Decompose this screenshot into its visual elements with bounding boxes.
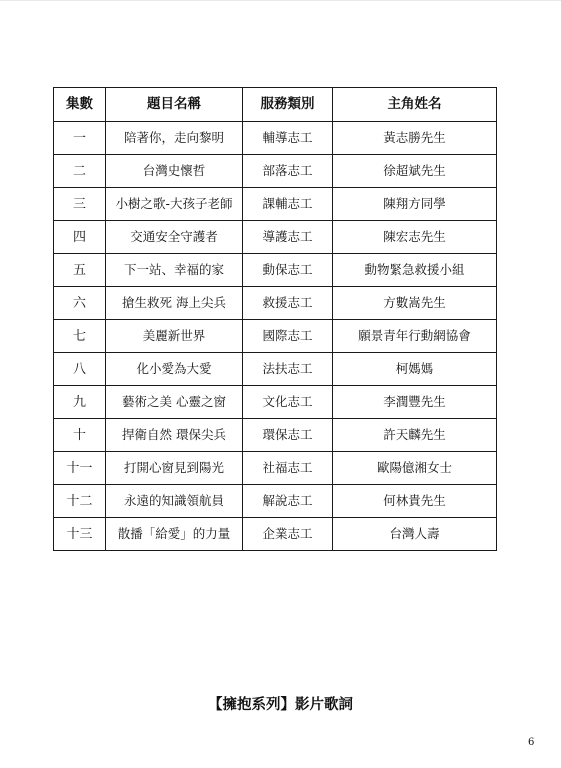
episode-cell: 十 [54, 419, 106, 452]
section-title: 【擁抱系列】影片歌詞 [208, 697, 353, 713]
category-cell: 企業志工 [243, 518, 333, 551]
table-row [54, 485, 497, 518]
episode-cell: 六 [54, 287, 106, 320]
title-cell: 藝術之美 心靈之窗 [106, 386, 243, 419]
header-protagonist: 主角姓名 [333, 88, 497, 122]
title-cell: 台灣史懷哲 [106, 155, 243, 188]
episode-cell: 四 [54, 221, 106, 254]
category-cell: 國際志工 [243, 320, 333, 353]
header-episode: 集數 [54, 88, 106, 122]
protagonist-cell: 黃志勝先生 [333, 122, 497, 155]
table-row [54, 353, 497, 386]
header-category: 服務類別 [243, 88, 333, 122]
category-cell: 輔導志工 [243, 122, 333, 155]
table-row [54, 386, 497, 419]
episode-table [53, 87, 497, 551]
protagonist-cell: 動物緊急救援小組 [333, 254, 497, 287]
table-header-row [54, 88, 497, 122]
table-row [54, 287, 497, 320]
category-cell: 法扶志工 [243, 353, 333, 386]
protagonist-cell: 柯媽媽 [333, 353, 497, 386]
page-number: 6 [528, 737, 535, 748]
protagonist-cell: 願景青年行動網協會 [333, 320, 497, 353]
table-row [54, 155, 497, 188]
episode-cell: 三 [54, 188, 106, 221]
title-cell: 打開心窗見到陽光 [106, 452, 243, 485]
episode-cell: 五 [54, 254, 106, 287]
episode-cell: 九 [54, 386, 106, 419]
table-row [54, 518, 497, 551]
episode-cell: 一 [54, 122, 106, 155]
table-row [54, 188, 497, 221]
protagonist-cell: 台灣人壽 [333, 518, 497, 551]
category-cell: 社福志工 [243, 452, 333, 485]
protagonist-cell: 陳宏志先生 [333, 221, 497, 254]
episode-cell: 十二 [54, 485, 106, 518]
protagonist-cell: 陳翔方同學 [333, 188, 497, 221]
episode-cell: 八 [54, 353, 106, 386]
protagonist-cell: 李潤豐先生 [333, 386, 497, 419]
title-cell: 化小愛為大愛 [106, 353, 243, 386]
title-cell: 散播「給愛」的力量 [106, 518, 243, 551]
category-cell: 文化志工 [243, 386, 333, 419]
category-cell: 導護志工 [243, 221, 333, 254]
category-cell: 解說志工 [243, 485, 333, 518]
protagonist-cell: 何林貴先生 [333, 485, 497, 518]
category-cell: 救援志工 [243, 287, 333, 320]
protagonist-cell: 徐超斌先生 [333, 155, 497, 188]
header-title: 題目名稱 [106, 88, 243, 122]
table-row [54, 452, 497, 485]
table-row [54, 122, 497, 155]
table-row [54, 254, 497, 287]
protagonist-cell: 許天麟先生 [333, 419, 497, 452]
table-row [54, 419, 497, 452]
episode-cell: 十三 [54, 518, 106, 551]
page-top-rule [0, 0, 561, 1]
episode-cell: 七 [54, 320, 106, 353]
category-cell: 部落志工 [243, 155, 333, 188]
protagonist-cell: 方數嵩先生 [333, 287, 497, 320]
episode-cell: 二 [54, 155, 106, 188]
table-row [54, 221, 497, 254]
episode-cell: 十一 [54, 452, 106, 485]
category-cell: 動保志工 [243, 254, 333, 287]
title-cell: 搶生救死 海上尖兵 [106, 287, 243, 320]
title-cell: 永遠的知識領航員 [106, 485, 243, 518]
title-cell: 小樹之歌-大孩子老師 [106, 188, 243, 221]
table-row [54, 320, 497, 353]
category-cell: 課輔志工 [243, 188, 333, 221]
title-cell: 交通安全守護者 [106, 221, 243, 254]
title-cell: 美麗新世界 [106, 320, 243, 353]
protagonist-cell: 歐陽億湘女士 [333, 452, 497, 485]
title-cell: 陪著你，走向黎明 [106, 122, 243, 155]
title-cell: 下一站、幸福的家 [106, 254, 243, 287]
category-cell: 環保志工 [243, 419, 333, 452]
title-cell: 捍衛自然 環保尖兵 [106, 419, 243, 452]
